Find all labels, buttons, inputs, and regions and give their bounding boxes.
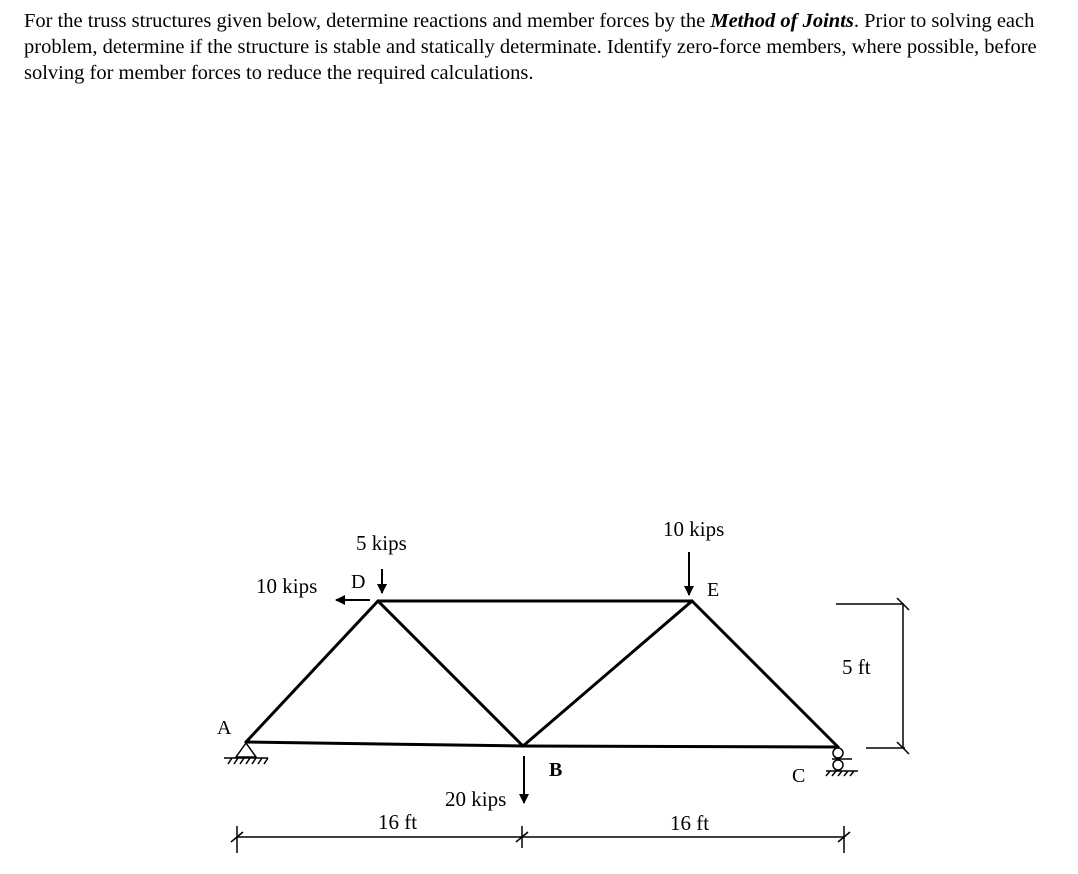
joint-label-a: A	[217, 717, 232, 739]
roller-support-c	[826, 748, 858, 776]
member-bc	[523, 746, 838, 747]
load-label-d-vertical: 5 kips	[356, 531, 407, 555]
member-be	[523, 601, 692, 746]
load-label-d-horizontal: 10 kips	[256, 574, 318, 598]
load-arrows	[336, 552, 689, 803]
problem-intro: For the truss structures given below, determine reactions and member forces by the	[24, 10, 711, 32]
problem-rest: . Prior to solving each problem, determine if the structure is stable and statically determinate. Identify zero-force members, where possible, before solving for member forces to reduce the required calculations.	[24, 10, 1037, 84]
member-ad	[246, 601, 378, 742]
load-label-b-vertical: 20 kips	[445, 787, 507, 811]
joint-label-c: C	[792, 765, 806, 787]
pin-support-a	[224, 743, 268, 764]
joint-label-e: E	[707, 579, 720, 601]
member-ec	[692, 601, 838, 747]
member-ab	[246, 742, 523, 746]
load-label-e-vertical: 10 kips	[663, 517, 725, 541]
joint-label-b: B	[549, 759, 563, 781]
dimension-label-span-right: 16 ft	[670, 811, 710, 835]
dimension-label-span-left: 16 ft	[378, 810, 418, 834]
joint-label-d: D	[351, 571, 366, 593]
method-name: Method of Joints	[710, 10, 854, 32]
member-db	[378, 601, 523, 746]
span-dimension-line	[231, 826, 850, 853]
dimension-label-height: 5 ft	[842, 655, 871, 679]
truss-members	[246, 601, 838, 747]
